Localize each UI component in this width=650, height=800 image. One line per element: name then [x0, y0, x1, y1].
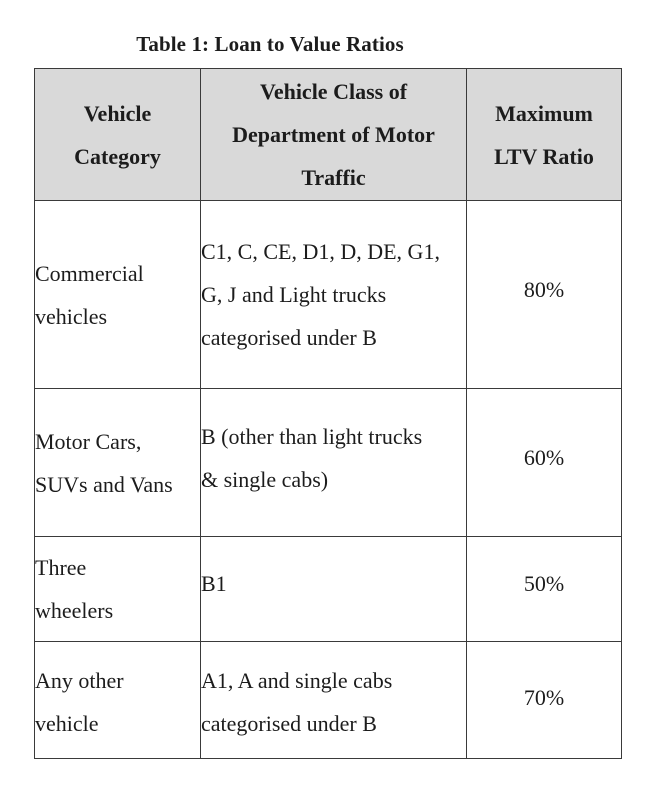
- table-caption: Table 1: Loan to Value Ratios: [136, 32, 404, 56]
- header-vehicle-category: Vehicle Category: [35, 69, 201, 201]
- header-row: [35, 69, 622, 201]
- header-max-ltv-ratio: Maximum LTV Ratio: [467, 69, 622, 201]
- cell-vehicle-class: A1, A and single cabs categorised under B: [201, 642, 467, 759]
- cell-category: Any other vehicle: [35, 642, 201, 759]
- table-row: [35, 201, 622, 389]
- loan-to-value-table: [34, 68, 622, 759]
- table-row: [35, 537, 622, 642]
- cell-category: Motor Cars, SUVs and Vans: [35, 389, 201, 537]
- cell-vehicle-class: B (other than light trucks & single cabs): [201, 389, 467, 537]
- table-row: [35, 642, 622, 759]
- cell-max-ltv: 60%: [467, 389, 622, 537]
- cell-category: Three wheelers: [35, 537, 201, 642]
- cell-vehicle-class: C1, C, CE, D1, D, DE, G1, G, J and Light trucks categorised under B: [201, 201, 467, 389]
- cell-category: Commercial vehicles: [35, 201, 201, 389]
- cell-vehicle-class: B1: [201, 537, 467, 642]
- header-vehicle-class: Vehicle Class of Department of Motor Traffic: [201, 69, 467, 201]
- cell-max-ltv: 70%: [467, 642, 622, 759]
- cell-max-ltv: 80%: [467, 201, 622, 389]
- table-row: [35, 389, 622, 537]
- cell-max-ltv: 50%: [467, 537, 622, 642]
